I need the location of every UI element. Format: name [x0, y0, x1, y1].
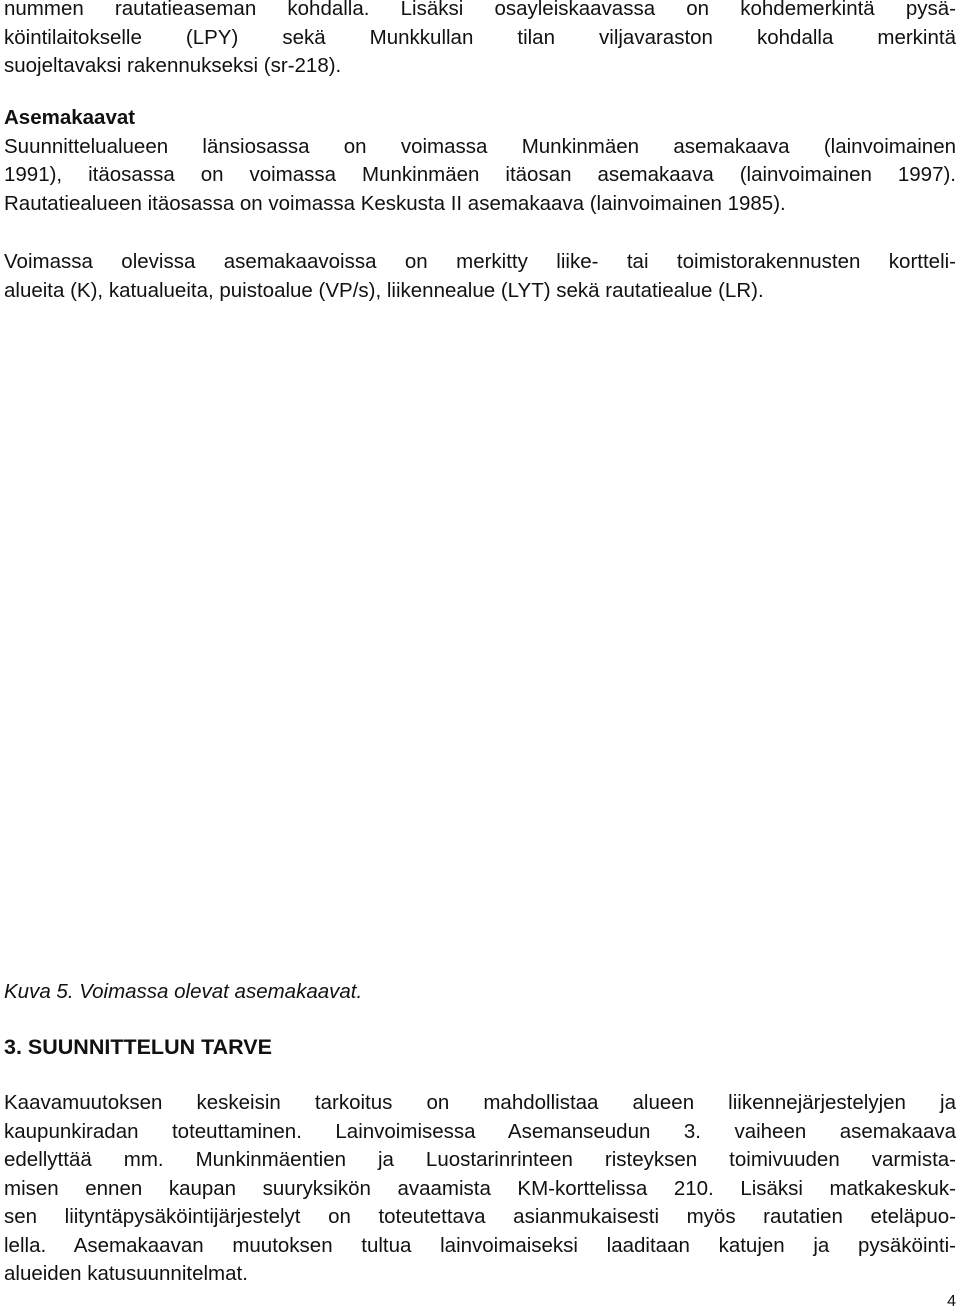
asemakaavat-line: Suunnittelualueen länsiosassa on voimassa Munkinmäen asemakaava (lainvoimainen: [4, 134, 956, 158]
tarve-line: edellyttää mm. Munkinmäentien ja Luostarinrinteen risteyksen toimivuuden varmista-: [4, 1148, 956, 1171]
page-number: 4: [947, 1293, 956, 1310]
tarve-line: Kaavamuutoksen keskeisin tarkoitus on mahdollistaa alueen liikennejärjestelyjen ja: [4, 1091, 956, 1114]
tarve-line: lella. Asemakaavan muutoksen tultua lainvoimaiseksi laaditaan katujen ja pysäköinti-: [4, 1233, 956, 1257]
figure-caption: Kuva 5. Voimassa olevat asemakaavat.: [4, 980, 363, 1003]
asemakaavat-heading: Asemakaavat: [4, 106, 136, 129]
voimassa-line: Voimassa olevissa asemakaavoissa on merkitty liike- tai toimistorakennusten kortteli-: [4, 250, 956, 273]
tarve-line: alueiden katusuunnitelmat.: [4, 1262, 248, 1285]
asemakaavat-line: Rautatiealueen itäosassa on voimassa Keskusta II asemakaava (lainvoimainen 1985).: [4, 191, 786, 215]
tarve-line: misen ennen kaupan suuryksikön avaamista KM-korttelissa 210. Lisäksi matkakeskuk-: [4, 1176, 956, 1200]
voimassa-line: alueita (K), katualueita, puistoalue (VP/s), liikennealue (LYT) sekä rautatiealue (LR).: [4, 278, 764, 302]
voimassa-paragraph: [4, 248, 956, 305]
section-heading: 3. SUUNNITTELUN TARVE: [4, 1035, 272, 1059]
tarve-line: sen liityntäpysäköintijärjestelyt on toteutettava asianmukaisesti myös rautatien eteläpuo-: [4, 1205, 956, 1228]
asemakaavat-line: 1991), itäosassa on voimassa Munkinmäen itäosan asemakaava (lainvoimainen 1997).: [4, 163, 956, 186]
asemakaavat-section: [4, 104, 956, 218]
intro-line: köintilaitokselle (LPY) sekä Munkkullan tilan viljavaraston kohdalla merkintä: [4, 25, 956, 49]
intro-line: nummen rautatieaseman kohdalla. Lisäksi osayleiskaavassa on kohdemerkintä pysä-: [4, 0, 956, 20]
intro-paragraph: [4, 0, 956, 81]
figure-placeholder: [4, 320, 956, 970]
suunnittelun-tarve-paragraph: [4, 1089, 956, 1289]
intro-line: suojeltavaksi rakennukseksi (sr-218).: [4, 54, 342, 77]
tarve-line: kaupunkiradan toteuttaminen. Lainvoimisessa Asemanseudun 3. vaiheen asemakaava: [4, 1119, 956, 1143]
